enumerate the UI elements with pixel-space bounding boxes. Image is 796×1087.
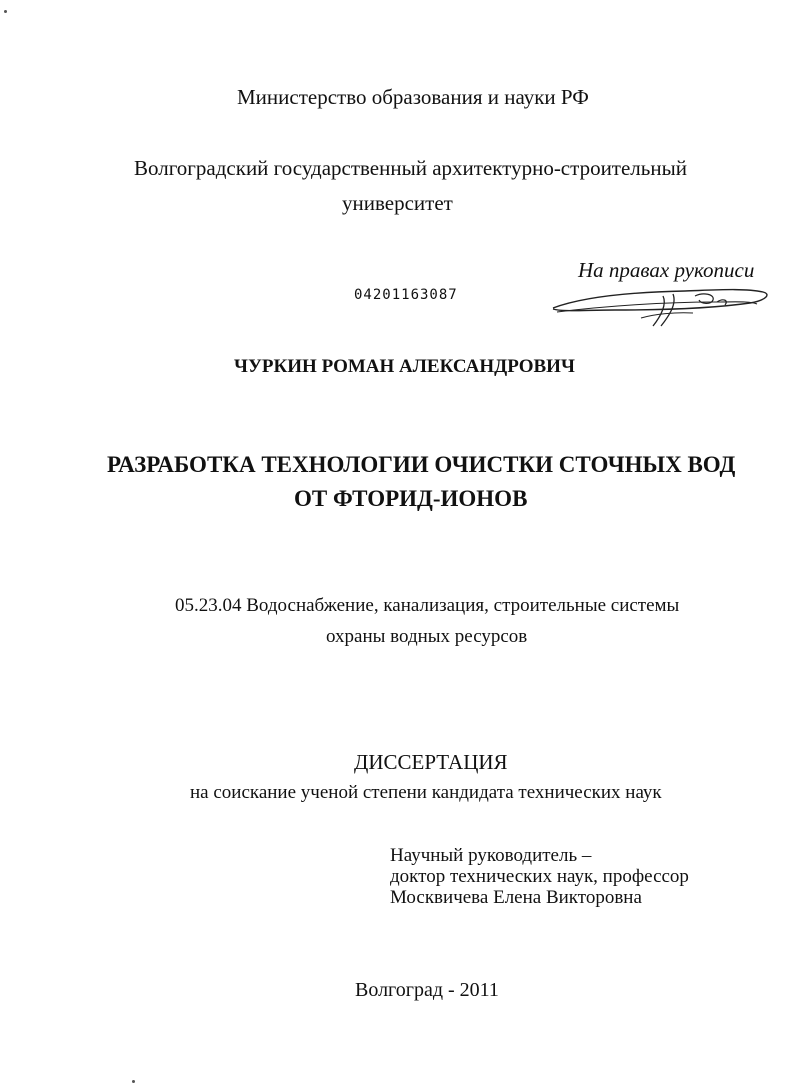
work-type: ДИССЕРТАЦИЯ [354, 750, 508, 774]
dissertation-title-line2: ОТ ФТОРИД-ИОНОВ [294, 486, 528, 511]
dissertation-title-line1: РАЗРАБОТКА ТЕХНОЛОГИИ ОЧИСТКИ СТОЧНЫХ ВОД [107, 452, 736, 477]
ministry-name: Министерство образования и науки РФ [237, 85, 589, 109]
supervisor-label: Научный руководитель – [390, 845, 592, 866]
supervisor-degree: доктор технических наук, профессор [390, 866, 689, 887]
registration-number: 04201163087 [354, 287, 458, 303]
degree-statement: на соискание ученой степени кандидата технических наук [190, 782, 662, 803]
specialty-line1: 05.23.04 Водоснабжение, канализация, строительные системы [175, 595, 680, 616]
manuscript-note: На правах рукописи [578, 258, 755, 282]
scan-speck-bottom [132, 1080, 135, 1083]
specialty-line2: охраны водных ресурсов [326, 626, 528, 647]
supervisor-name: Москвичева Елена Викторовна [390, 887, 642, 908]
city-year: Волгоград - 2011 [355, 979, 499, 1001]
handwritten-signature [545, 282, 775, 330]
university-name-line1: Волгоградский государственный архитектурно-строительный [134, 156, 687, 180]
university-name-line2: университет [342, 191, 453, 215]
scan-speck-top [4, 10, 7, 13]
author-name: ЧУРКИН РОМАН АЛЕКСАНДРОВИЧ [234, 356, 575, 377]
